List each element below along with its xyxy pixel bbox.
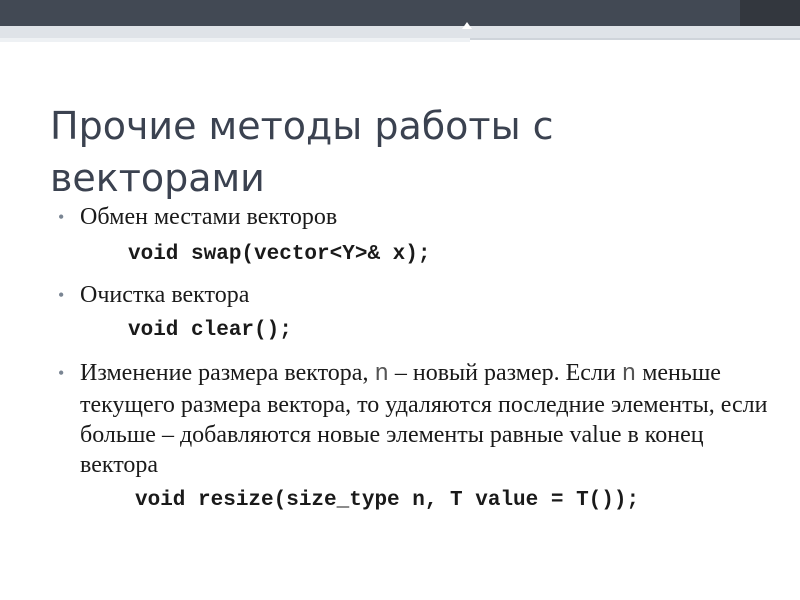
var-n: n xyxy=(621,361,637,388)
bullet-swap-text: Обмен местами векторов xyxy=(80,204,338,230)
header-accent xyxy=(740,0,800,26)
header-bar xyxy=(0,0,800,26)
header-line xyxy=(470,38,800,40)
bullet-dot-icon: • xyxy=(58,207,65,227)
header-strip-light xyxy=(0,38,470,42)
bullet-swap xyxy=(58,202,778,232)
bullet-dot-icon: • xyxy=(58,285,65,305)
code-clear: void clear(); xyxy=(128,319,292,342)
tab-marker-icon xyxy=(462,22,472,29)
bullet-resize xyxy=(58,358,778,480)
code-resize: void resize(size_type n, T value = T()); xyxy=(135,489,640,512)
bullet-clear-text: Очистка вектора xyxy=(80,282,250,308)
slide-content xyxy=(58,202,778,516)
bullet-clear xyxy=(58,280,778,310)
bullet-resize-text-3: меньше текущего размера вектора, то удаляются последние элементы, если больше – добавляются новые элементы равные value в конец вектора xyxy=(80,360,768,478)
var-n: n xyxy=(374,361,389,388)
bullet-dot-icon: • xyxy=(58,363,65,383)
code-swap: void swap(vector<Y>& x); xyxy=(128,243,431,266)
slide-title: Прочие методы работы с векторами xyxy=(50,104,554,200)
bullet-resize-text-2: – новый размер. Если xyxy=(388,360,622,386)
header-strip xyxy=(0,26,800,38)
bullet-resize-text-1: Изменение размера вектора, xyxy=(80,360,375,386)
